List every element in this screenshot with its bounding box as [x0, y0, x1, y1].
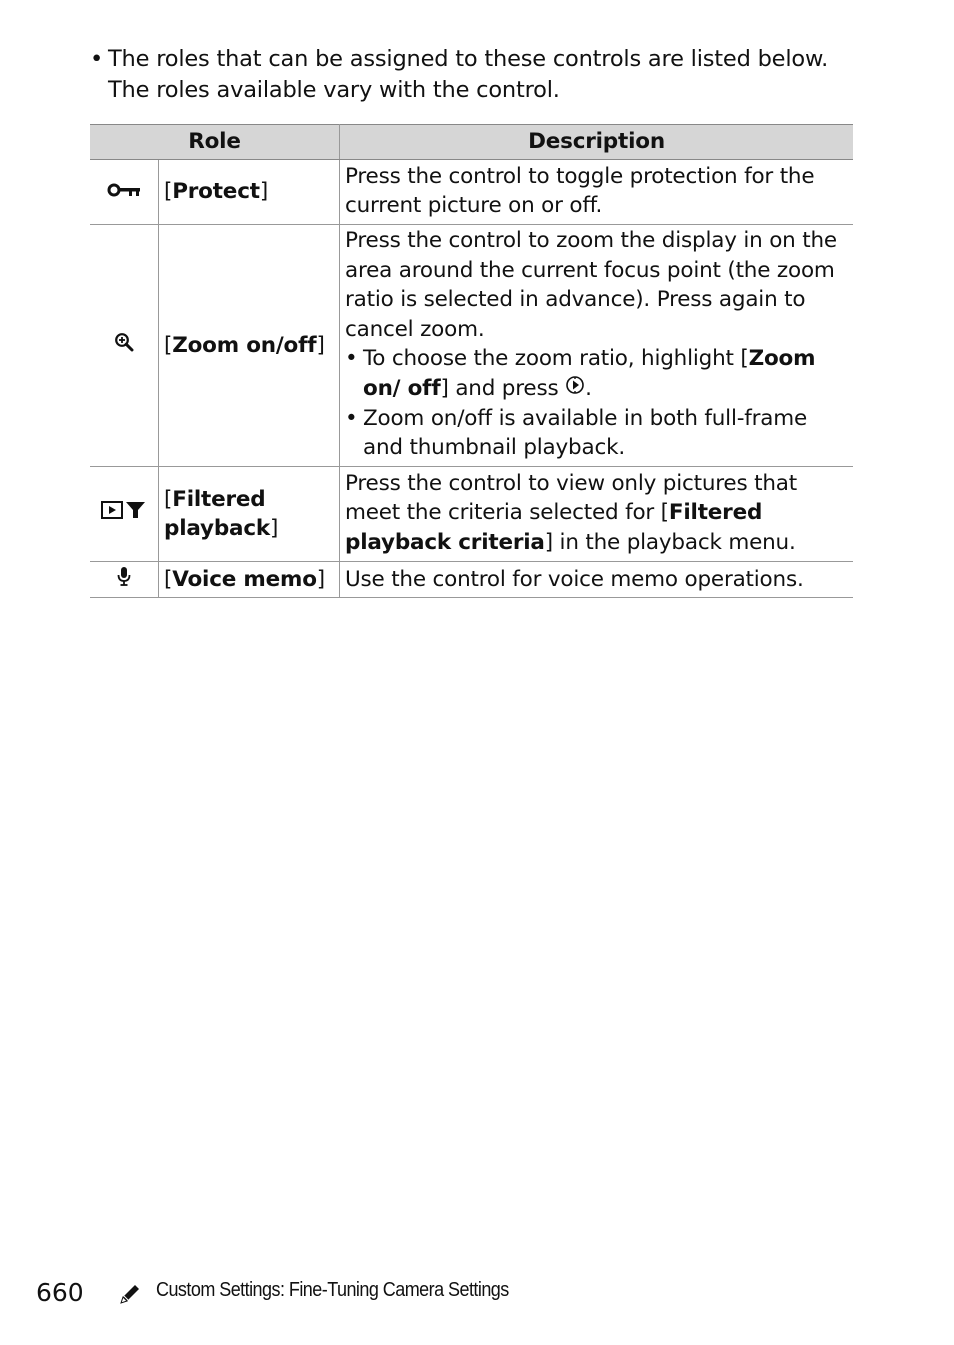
pencil-icon — [118, 1282, 142, 1310]
description-cell — [340, 562, 854, 598]
role-name-cell: [Voice memo] — [159, 562, 340, 598]
description-text: Press the control to view only pictures that meet the criteria selected for [Filtered playback criteria] in the playback menu. — [345, 470, 797, 555]
roles-table — [90, 124, 853, 598]
description-cell — [340, 160, 854, 225]
row-icon-cell — [90, 225, 159, 467]
role-name: Zoom on/off — [172, 332, 317, 358]
role-name-cell: [Zoom on/off] — [159, 225, 340, 467]
bullet: • — [90, 46, 104, 72]
multi-selector-right-icon — [565, 374, 585, 404]
intro-paragraph — [90, 44, 860, 106]
zoom-magnifier-icon — [114, 331, 134, 361]
description-cell — [340, 467, 854, 562]
intro-text: The roles that can be assigned to these controls are listed below. The roles available vary with the control. — [108, 46, 829, 103]
description-cell — [340, 225, 854, 467]
header-role: Role — [90, 125, 340, 160]
breadcrumb: Custom Settings: Fine-Tuning Camera Settings — [156, 1279, 509, 1301]
role-name: Protect — [172, 179, 260, 205]
description-bullet: • Zoom on/off is available in both full-frame and thumbnail playback. — [345, 405, 808, 461]
filtered-playback-icon — [101, 499, 147, 529]
description-text: Use the control for voice memo operations. — [345, 566, 804, 592]
table-header-row — [90, 125, 853, 160]
table-row — [90, 467, 853, 562]
description-text: Press the control to zoom the display in on the area around the current focus point (the zoom ratio is selected in advance). Press again to cancel zoom. — [345, 228, 837, 342]
role-name: Filtered playback — [164, 486, 270, 541]
table-row — [90, 160, 853, 225]
header-description: Description — [340, 125, 854, 160]
role-name-cell: [Protect] — [159, 160, 340, 225]
table-row — [90, 225, 853, 467]
protect-key-icon — [107, 177, 141, 207]
page-number: 660 — [36, 1278, 84, 1307]
row-icon-cell — [90, 562, 159, 598]
page-footer — [36, 1276, 736, 1310]
role-name-cell: [Filtered playback] — [159, 467, 340, 562]
table-row — [90, 562, 853, 598]
description-text: Press the control to toggle protection for the current picture on or off. — [345, 163, 815, 218]
role-name: Voice memo — [172, 566, 317, 592]
row-icon-cell — [90, 160, 159, 225]
description-bullet: • To choose the zoom ratio, highlight [Zoom on/ off] and press . — [345, 344, 848, 403]
microphone-icon — [116, 565, 132, 595]
row-icon-cell — [90, 467, 159, 562]
